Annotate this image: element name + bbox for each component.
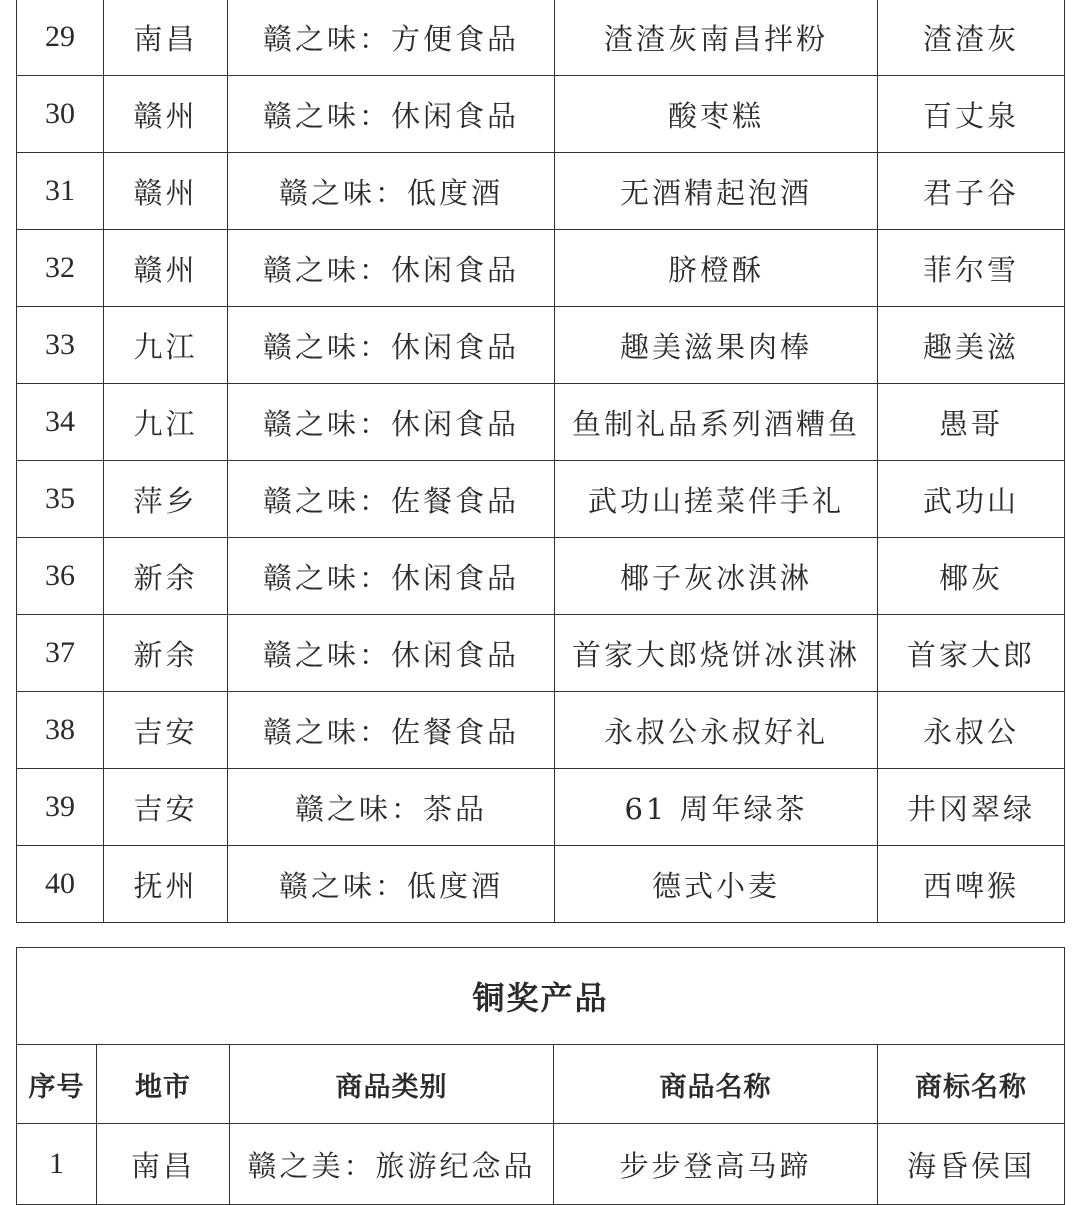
table-row <box>17 846 1065 923</box>
cell-city: 南昌 <box>104 0 228 76</box>
cell-no: 32 <box>17 230 104 307</box>
table-row <box>17 76 1065 153</box>
header-brand: 商标名称 <box>878 1045 1065 1124</box>
cell-category: 赣之味：方便食品 <box>228 0 555 76</box>
cell-product: 61 周年绿茶 <box>555 769 878 846</box>
cell-no: 39 <box>17 769 104 846</box>
table-row <box>17 1124 1065 1205</box>
cell-product: 鱼制礼品系列酒糟鱼 <box>555 384 878 461</box>
cell-city: 赣州 <box>104 76 228 153</box>
cell-brand: 椰灰 <box>878 538 1065 615</box>
cell-category: 赣之味：茶品 <box>228 769 555 846</box>
bronze-header-row <box>17 1045 1065 1124</box>
cell-no: 1 <box>17 1124 97 1205</box>
cell-category: 赣之味：休闲食品 <box>228 384 555 461</box>
cell-product: 武功山搓菜伴手礼 <box>555 461 878 538</box>
cell-no: 35 <box>17 461 104 538</box>
cell-product: 永叔公永叔好礼 <box>555 692 878 769</box>
cell-city: 九江 <box>104 384 228 461</box>
cell-city: 抚州 <box>104 846 228 923</box>
table-row <box>17 230 1065 307</box>
cell-no: 40 <box>17 846 104 923</box>
cell-no: 36 <box>17 538 104 615</box>
table-row <box>17 615 1065 692</box>
cell-no: 37 <box>17 615 104 692</box>
cell-category: 赣之味：休闲食品 <box>228 307 555 384</box>
cell-brand: 首家大郎 <box>878 615 1065 692</box>
cell-category: 赣之味：休闲食品 <box>228 538 555 615</box>
cell-brand: 愚哥 <box>878 384 1065 461</box>
table-row <box>17 538 1065 615</box>
table-row <box>17 461 1065 538</box>
cell-city: 吉安 <box>104 769 228 846</box>
cell-city: 南昌 <box>97 1124 230 1205</box>
cell-category: 赣之味：佐餐食品 <box>228 692 555 769</box>
cell-city: 萍乡 <box>104 461 228 538</box>
cell-brand: 海昏侯国 <box>878 1124 1065 1205</box>
cell-category: 赣之味：低度酒 <box>228 153 555 230</box>
cell-product: 首家大郎烧饼冰淇淋 <box>555 615 878 692</box>
cell-no: 33 <box>17 307 104 384</box>
cell-product: 趣美滋果肉棒 <box>555 307 878 384</box>
cell-brand: 永叔公 <box>878 692 1065 769</box>
cell-category: 赣之味：低度酒 <box>228 846 555 923</box>
cell-no: 30 <box>17 76 104 153</box>
cell-product: 无酒精起泡酒 <box>555 153 878 230</box>
cell-city: 赣州 <box>104 230 228 307</box>
table-row <box>17 769 1065 846</box>
cell-category: 赣之美：旅游纪念品 <box>230 1124 554 1205</box>
bronze-table-body <box>17 948 1065 1205</box>
cell-brand: 西啤猴 <box>878 846 1065 923</box>
table-row <box>17 384 1065 461</box>
cell-product: 酸枣糕 <box>555 76 878 153</box>
header-city: 地市 <box>97 1045 230 1124</box>
cell-no: 34 <box>17 384 104 461</box>
header-product: 商品名称 <box>554 1045 878 1124</box>
cell-no: 38 <box>17 692 104 769</box>
cell-brand: 渣渣灰 <box>878 0 1065 76</box>
cell-city: 赣州 <box>104 153 228 230</box>
table-row <box>17 307 1065 384</box>
cell-city: 新余 <box>104 615 228 692</box>
cell-product: 脐橙酥 <box>555 230 878 307</box>
cell-brand: 君子谷 <box>878 153 1065 230</box>
cell-no: 31 <box>17 153 104 230</box>
cell-city: 新余 <box>104 538 228 615</box>
cell-city: 吉安 <box>104 692 228 769</box>
cell-brand: 百丈泉 <box>878 76 1065 153</box>
section-title: 铜奖产品 <box>17 948 1065 1045</box>
cell-brand: 武功山 <box>878 461 1065 538</box>
bronze-title-row <box>17 948 1065 1045</box>
cell-city: 九江 <box>104 307 228 384</box>
silver-product-table <box>16 0 1065 923</box>
cell-product: 步步登高马蹄 <box>554 1124 878 1205</box>
bronze-product-table <box>16 947 1065 1205</box>
cell-category: 赣之味：休闲食品 <box>228 230 555 307</box>
cell-brand: 井冈翠绿 <box>878 769 1065 846</box>
cell-category: 赣之味：休闲食品 <box>228 76 555 153</box>
table-row <box>17 153 1065 230</box>
cell-category: 赣之味：佐餐食品 <box>228 461 555 538</box>
cell-brand: 菲尔雪 <box>878 230 1065 307</box>
silver-table-body <box>17 0 1065 923</box>
table-row <box>17 692 1065 769</box>
header-category: 商品类别 <box>230 1045 554 1124</box>
cell-product: 椰子灰冰淇淋 <box>555 538 878 615</box>
cell-no: 29 <box>17 0 104 76</box>
cell-brand: 趣美滋 <box>878 307 1065 384</box>
header-no: 序号 <box>17 1045 97 1124</box>
table-row <box>17 0 1065 76</box>
cell-product: 渣渣灰南昌拌粉 <box>555 0 878 76</box>
cell-product: 德式小麦 <box>555 846 878 923</box>
cell-category: 赣之味：休闲食品 <box>228 615 555 692</box>
